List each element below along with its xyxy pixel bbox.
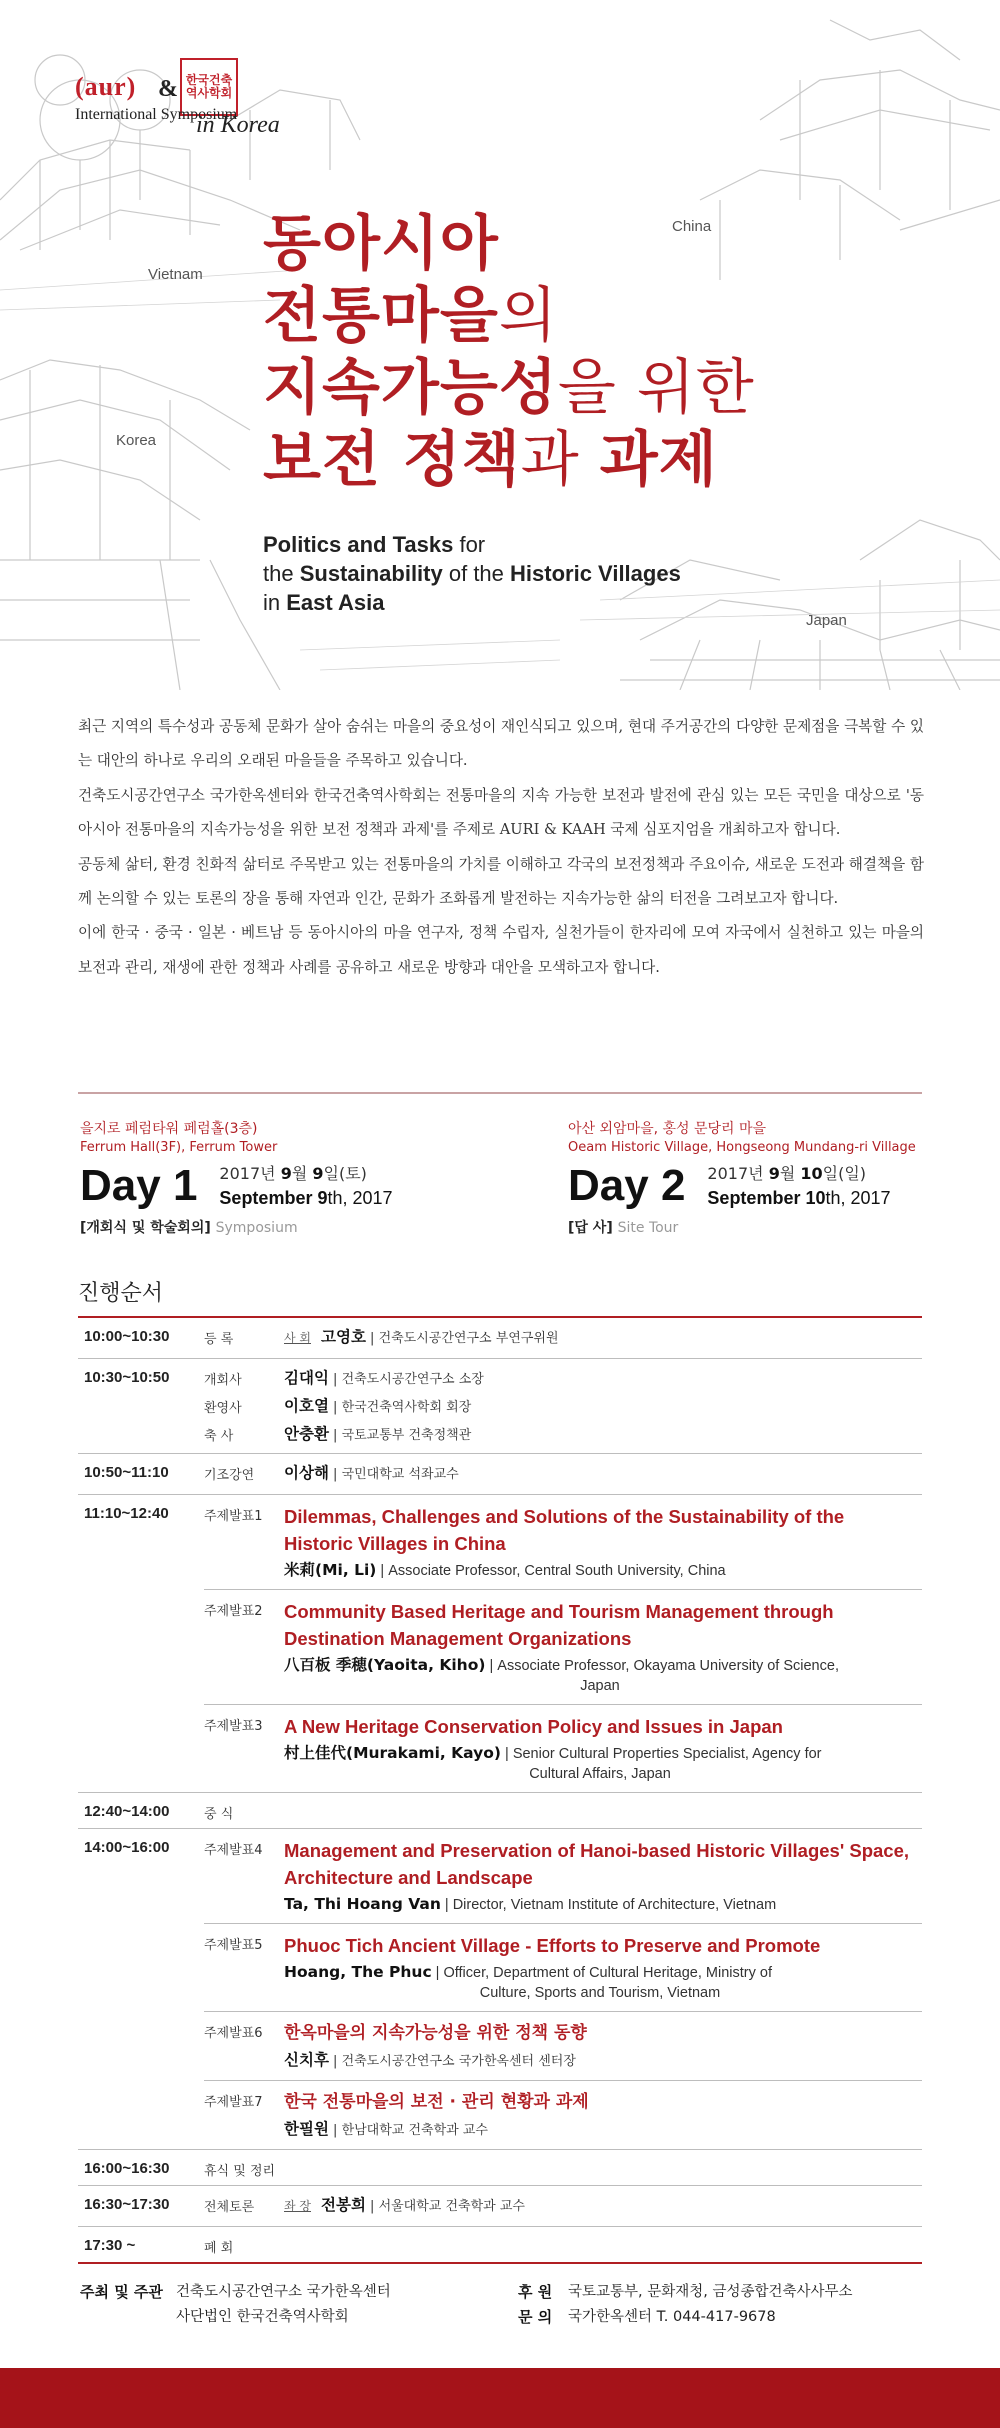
person-name: 신치후 [284, 2051, 329, 2069]
date-part: 2017년 [707, 1164, 769, 1183]
day1-block [80, 1118, 500, 1237]
time-cell: 16:30~17:30 [84, 2196, 170, 2213]
role-cell: 중 식 [204, 1807, 234, 1822]
time-cell: 10:50~11:10 [84, 1464, 169, 1481]
chair-label: 좌 장 [284, 2199, 311, 2213]
person-name: 김대익 [284, 1369, 329, 1387]
affiliation: | Officer, Department of Cultural Heritage, Ministry of [431, 1965, 772, 1981]
affiliation: | 건축도시공간연구소 소장 [328, 1372, 484, 1387]
intro-paragraph: 공동체 삶터, 환경 친화적 삶터로 주목받고 있는 전통마을의 가치를 이해하고 각국의 보전정책과 주요이슈, 새로운 도전과 해결책을 함께 논의할 수 있는 토론의 장을 통해 자연과 인간, 문화가 조화롭게 발전하는 지속가능한 삶의 터전을 그려보고자 합니다. [78, 855, 924, 908]
person-name: 전봉희 [321, 2196, 366, 2214]
in-korea-label: in Korea [196, 112, 280, 138]
sponsor-label: 후 원 [518, 2283, 553, 2301]
role-cell: 주제발표4 [204, 1843, 263, 1858]
role-cell: 등 록 [204, 1332, 234, 1347]
role-cell: 주제발표2 [204, 1604, 263, 1619]
day2-label: Day 2 [568, 1161, 686, 1210]
day2-block [568, 1118, 968, 1237]
person-name: 이상해 [284, 1464, 329, 1482]
date-part: 9 [768, 1164, 780, 1183]
date-part: September [219, 1188, 318, 1208]
title-text: 동아시아 [263, 209, 499, 279]
chair-label: 사 회 [284, 1331, 311, 1345]
affiliation: | 국토교통부 건축정책관 [328, 1428, 472, 1443]
day2-venue-en: Oeam Historic Village, Hongseong Mundang-ri Village [568, 1140, 916, 1155]
day1-label: Day 1 [80, 1161, 198, 1210]
day1-date-en [219, 1186, 392, 1210]
affiliation: | 한남대학교 건축학과 교수 [328, 2123, 488, 2138]
detail-line [284, 1419, 471, 1447]
title-text: 지속가능성 [263, 353, 558, 423]
affiliation: | Senior Cultural Properties Specialist, Agency for [501, 1746, 822, 1762]
detail-line [284, 1462, 916, 1486]
role-cell: 휴식 및 정리 [204, 2164, 276, 2179]
date-part: th, 2017 [825, 1188, 891, 1208]
role-cell: 기조강연 [204, 1468, 255, 1483]
talk-title: 한국 전통마을의 보전 · 관리 현황과 과제 [284, 2092, 589, 2112]
affiliation: | Associate Professor, Central South University, China [376, 1563, 726, 1579]
time-cell: 16:00~16:30 [84, 2160, 170, 2177]
role-cell: 주제발표3 [204, 1719, 263, 1734]
affiliation: | 건축도시공간연구소 국가한옥센터 센터장 [328, 2054, 576, 2069]
talk-title: A New Heritage Conservation Policy and Issues in Japan [284, 1716, 783, 1737]
date-part: 9 [280, 1164, 292, 1183]
speaker-line [284, 2050, 916, 2072]
role-cell: 전체토론 [204, 2200, 255, 2215]
host-line: 사단법인 한국건축역사학회 [176, 2309, 349, 2325]
host-line: 건축도시공간연구소 국가한옥센터 [176, 2284, 391, 2300]
program-title: 진행순서 [78, 1281, 164, 1306]
hero-banner [0, 0, 1000, 690]
table-row [78, 1495, 922, 1793]
intro-paragraph: 이에 한국 · 중국 · 일본 · 베트남 등 동아시아의 마을 연구자, 정책 수립자, 실천가들이 한자리에 모여 자국에서 실천하고 있는 마을의 보전과 관리, 재생에 관한 정책과 사례를 공유하고 새로운 방향과 대안을 모색하고자 합니다. [78, 924, 924, 976]
speaker-line [284, 1655, 916, 1696]
table-row [78, 1454, 922, 1495]
title-text: 의 [498, 281, 558, 351]
intro-text [78, 710, 924, 985]
day1-note [80, 1217, 500, 1237]
day2-date-en [707, 1186, 890, 1210]
subtitle-part: in [263, 590, 287, 615]
title-text: 과 [520, 425, 600, 495]
speaker-line [284, 1962, 916, 2003]
table-row [78, 1793, 922, 1829]
detail-line [284, 1391, 471, 1419]
person-name: Hoang, The Phuc [284, 1963, 432, 1981]
english-subtitle [263, 530, 681, 617]
person-name: 村上佳代(Murakami, Kayo) [284, 1744, 501, 1762]
note-en: Symposium [215, 1220, 298, 1236]
label-japan: Japan [806, 612, 847, 629]
time-cell: 12:40~14:00 [84, 1803, 170, 1820]
role-cell: 주제발표7 [204, 2095, 263, 2110]
table-row [78, 2227, 922, 2262]
time-cell: 10:30~10:50 [84, 1369, 170, 1386]
title-line-2 [263, 280, 558, 352]
sponsor-info [518, 2280, 853, 2330]
auri-logo [75, 72, 136, 102]
host-label: 주최 및 주관 [80, 2283, 163, 2301]
date-part: 월 [779, 1164, 801, 1183]
detail-line [284, 2194, 916, 2218]
table-row [78, 1318, 922, 1359]
day2-venue-ko: 아산 외암마을, 홍성 문당리 마을 [568, 1121, 767, 1137]
person-name: 米莉(Mi, Li) [284, 1561, 377, 1579]
detail-line [284, 1365, 484, 1391]
detail-line [284, 1326, 916, 1350]
affiliation: | 서울대학교 건축학과 교수 [365, 2199, 525, 2214]
label-china: China [672, 218, 712, 235]
date-part: 일(일) [822, 1164, 867, 1183]
day2-note [568, 1217, 968, 1237]
note-ko: [개회식 및 학술회의] [80, 1220, 211, 1236]
subtitle-part: of the [442, 561, 511, 586]
speaker-line [284, 2119, 916, 2141]
time-cell: 11:10~12:40 [84, 1505, 169, 1522]
person-name: 이호열 [284, 1397, 329, 1415]
day2-date-ko [707, 1162, 890, 1186]
role-cell: 환영사 [204, 1401, 242, 1416]
subtitle-part: Politics and Tasks [263, 532, 454, 557]
day1-venue-ko: 을지로 페럼타워 페럼홀(3층) [80, 1121, 258, 1137]
date-part: 월 [291, 1164, 313, 1183]
affiliation: | 한국건축역사학회 회장 [328, 1400, 472, 1415]
role-cell: 주제발표1 [204, 1509, 263, 1524]
label-vietnam: Vietnam [148, 266, 203, 283]
date-part: th, 2017 [327, 1188, 393, 1208]
note-ko: [답 사] [568, 1220, 613, 1236]
title-line-3 [263, 352, 755, 424]
person-name: 안충환 [284, 1425, 329, 1443]
symposium-label: International Symposium [75, 106, 238, 123]
contact-label: 문 의 [518, 2308, 553, 2326]
kaah-logo-text: 한국건축역사학회 [185, 73, 233, 100]
date-part: 9 [312, 1164, 324, 1183]
subtitle-part: Historic Villages [510, 561, 681, 586]
subtitle-part: for [453, 532, 486, 557]
date-part: September [707, 1188, 806, 1208]
title-text: 과제 [599, 425, 718, 495]
title-line-4 [263, 424, 718, 496]
person-name: 八百板 季穂(Yaoita, Kiho) [284, 1656, 486, 1674]
intro-paragraph: 건축도시공간연구소 국가한옥센터와 한국건축역사학회는 전통마을의 지속 가능한 보전과 발전에 관심 있는 모든 국민을 대상으로 '동아시아 전통마을의 지속가능성을 위한 보전 정책과 과제'를 주제로 AURI & KAAH 국제 심포지엄을 개최하고자 합니다. [78, 786, 924, 839]
date-part: 일(토) [323, 1164, 367, 1183]
person-name: 한필원 [284, 2120, 329, 2138]
speaker-line [284, 1743, 916, 1784]
talk-title: Management and Preservation of Hanoi-based Historic Villages' Space, Architecture and Landscape [284, 1840, 910, 1888]
title-text: 보전 정책 [263, 425, 521, 495]
title-line-1 [263, 208, 499, 280]
talk-title: Phuoc Tich Ancient Village - Efforts to Preserve and Promote [284, 1935, 821, 1956]
program-table [78, 1316, 922, 2264]
footer-bar [0, 2368, 1000, 2428]
table-row [78, 1829, 922, 2150]
contact-text: 국가한옥센터 T. 044-417-9678 [568, 2309, 776, 2325]
affiliation: | Associate Professor, Okayama University of Science, [485, 1658, 839, 1674]
date-part: 10 [800, 1164, 823, 1183]
subtitle-part: Sustainability [299, 561, 443, 586]
time-cell: 14:00~16:00 [84, 1839, 170, 1856]
day1-date-ko [219, 1162, 392, 1186]
subtitle-part: East Asia [286, 590, 385, 615]
date-part: 2017년 [219, 1164, 281, 1183]
affiliation: | Director, Vietnam Institute of Architecture, Vietnam [440, 1897, 777, 1913]
label-korea: Korea [116, 432, 157, 449]
date-part: 10 [805, 1188, 826, 1208]
sponsor-text: 국토교통부, 문화재청, 금성종합건축사사무소 [568, 2284, 853, 2300]
affiliation: | 건축도시공간연구소 부연구위원 [365, 1331, 559, 1346]
role-cell: 개회사 [204, 1373, 242, 1388]
affiliation: | 국민대학교 석좌교수 [328, 1467, 459, 1482]
affiliation: Culture, Sports and Tourism, Vietnam [479, 1985, 721, 2001]
role-cell: 폐 회 [204, 2241, 234, 2256]
affiliation: Japan [580, 1678, 620, 1694]
speaker-line [284, 1894, 916, 1915]
role-cell: 주제발표5 [204, 1938, 263, 1953]
talk-title: Dilemmas, Challenges and Solutions of the Sustainability of the Historic Villages in China [284, 1506, 845, 1554]
intro-paragraph: 최근 지역의 특수성과 공동체 문화가 살아 숨쉬는 마을의 중요성이 재인식되고 있으며, 현대 주거공간의 다양한 문제점을 극복할 수 있는 대안의 하나로 우리의 오래된 마을들을 주목하고 있습니다. [78, 718, 924, 770]
speaker-line [284, 1560, 916, 1581]
auri-logo-text: (aur) [75, 72, 137, 101]
time-cell: 10:00~10:30 [84, 1328, 170, 1345]
note-en: Site Tour [617, 1220, 679, 1236]
talk-title: Community Based Heritage and Tourism Management through Destination Management Organizations [284, 1601, 834, 1649]
title-text: 전통마을 [263, 281, 499, 351]
table-row [78, 2186, 922, 2227]
time-cell: 17:30 ~ [84, 2237, 136, 2254]
table-row [78, 2150, 922, 2186]
date-part: 9 [317, 1188, 328, 1208]
role-cell: 주제발표6 [204, 2026, 263, 2041]
person-name: 고영호 [321, 1328, 366, 1346]
talk-title: 한옥마을의 지속가능성을 위한 정책 동향 [284, 2023, 587, 2043]
logo-ampersand: & [158, 76, 178, 102]
role-cell: 축 사 [204, 1429, 234, 1444]
subtitle-part: the [263, 561, 300, 586]
affiliation: Cultural Affairs, Japan [529, 1766, 671, 1782]
table-row [78, 1359, 922, 1454]
day1-venue-en: Ferrum Hall(3F), Ferrum Tower [80, 1140, 278, 1155]
person-name: Ta, Thi Hoang Van [284, 1895, 441, 1913]
divider [78, 1092, 922, 1094]
title-text: 을 위한 [557, 353, 755, 423]
host-info [80, 2280, 391, 2330]
